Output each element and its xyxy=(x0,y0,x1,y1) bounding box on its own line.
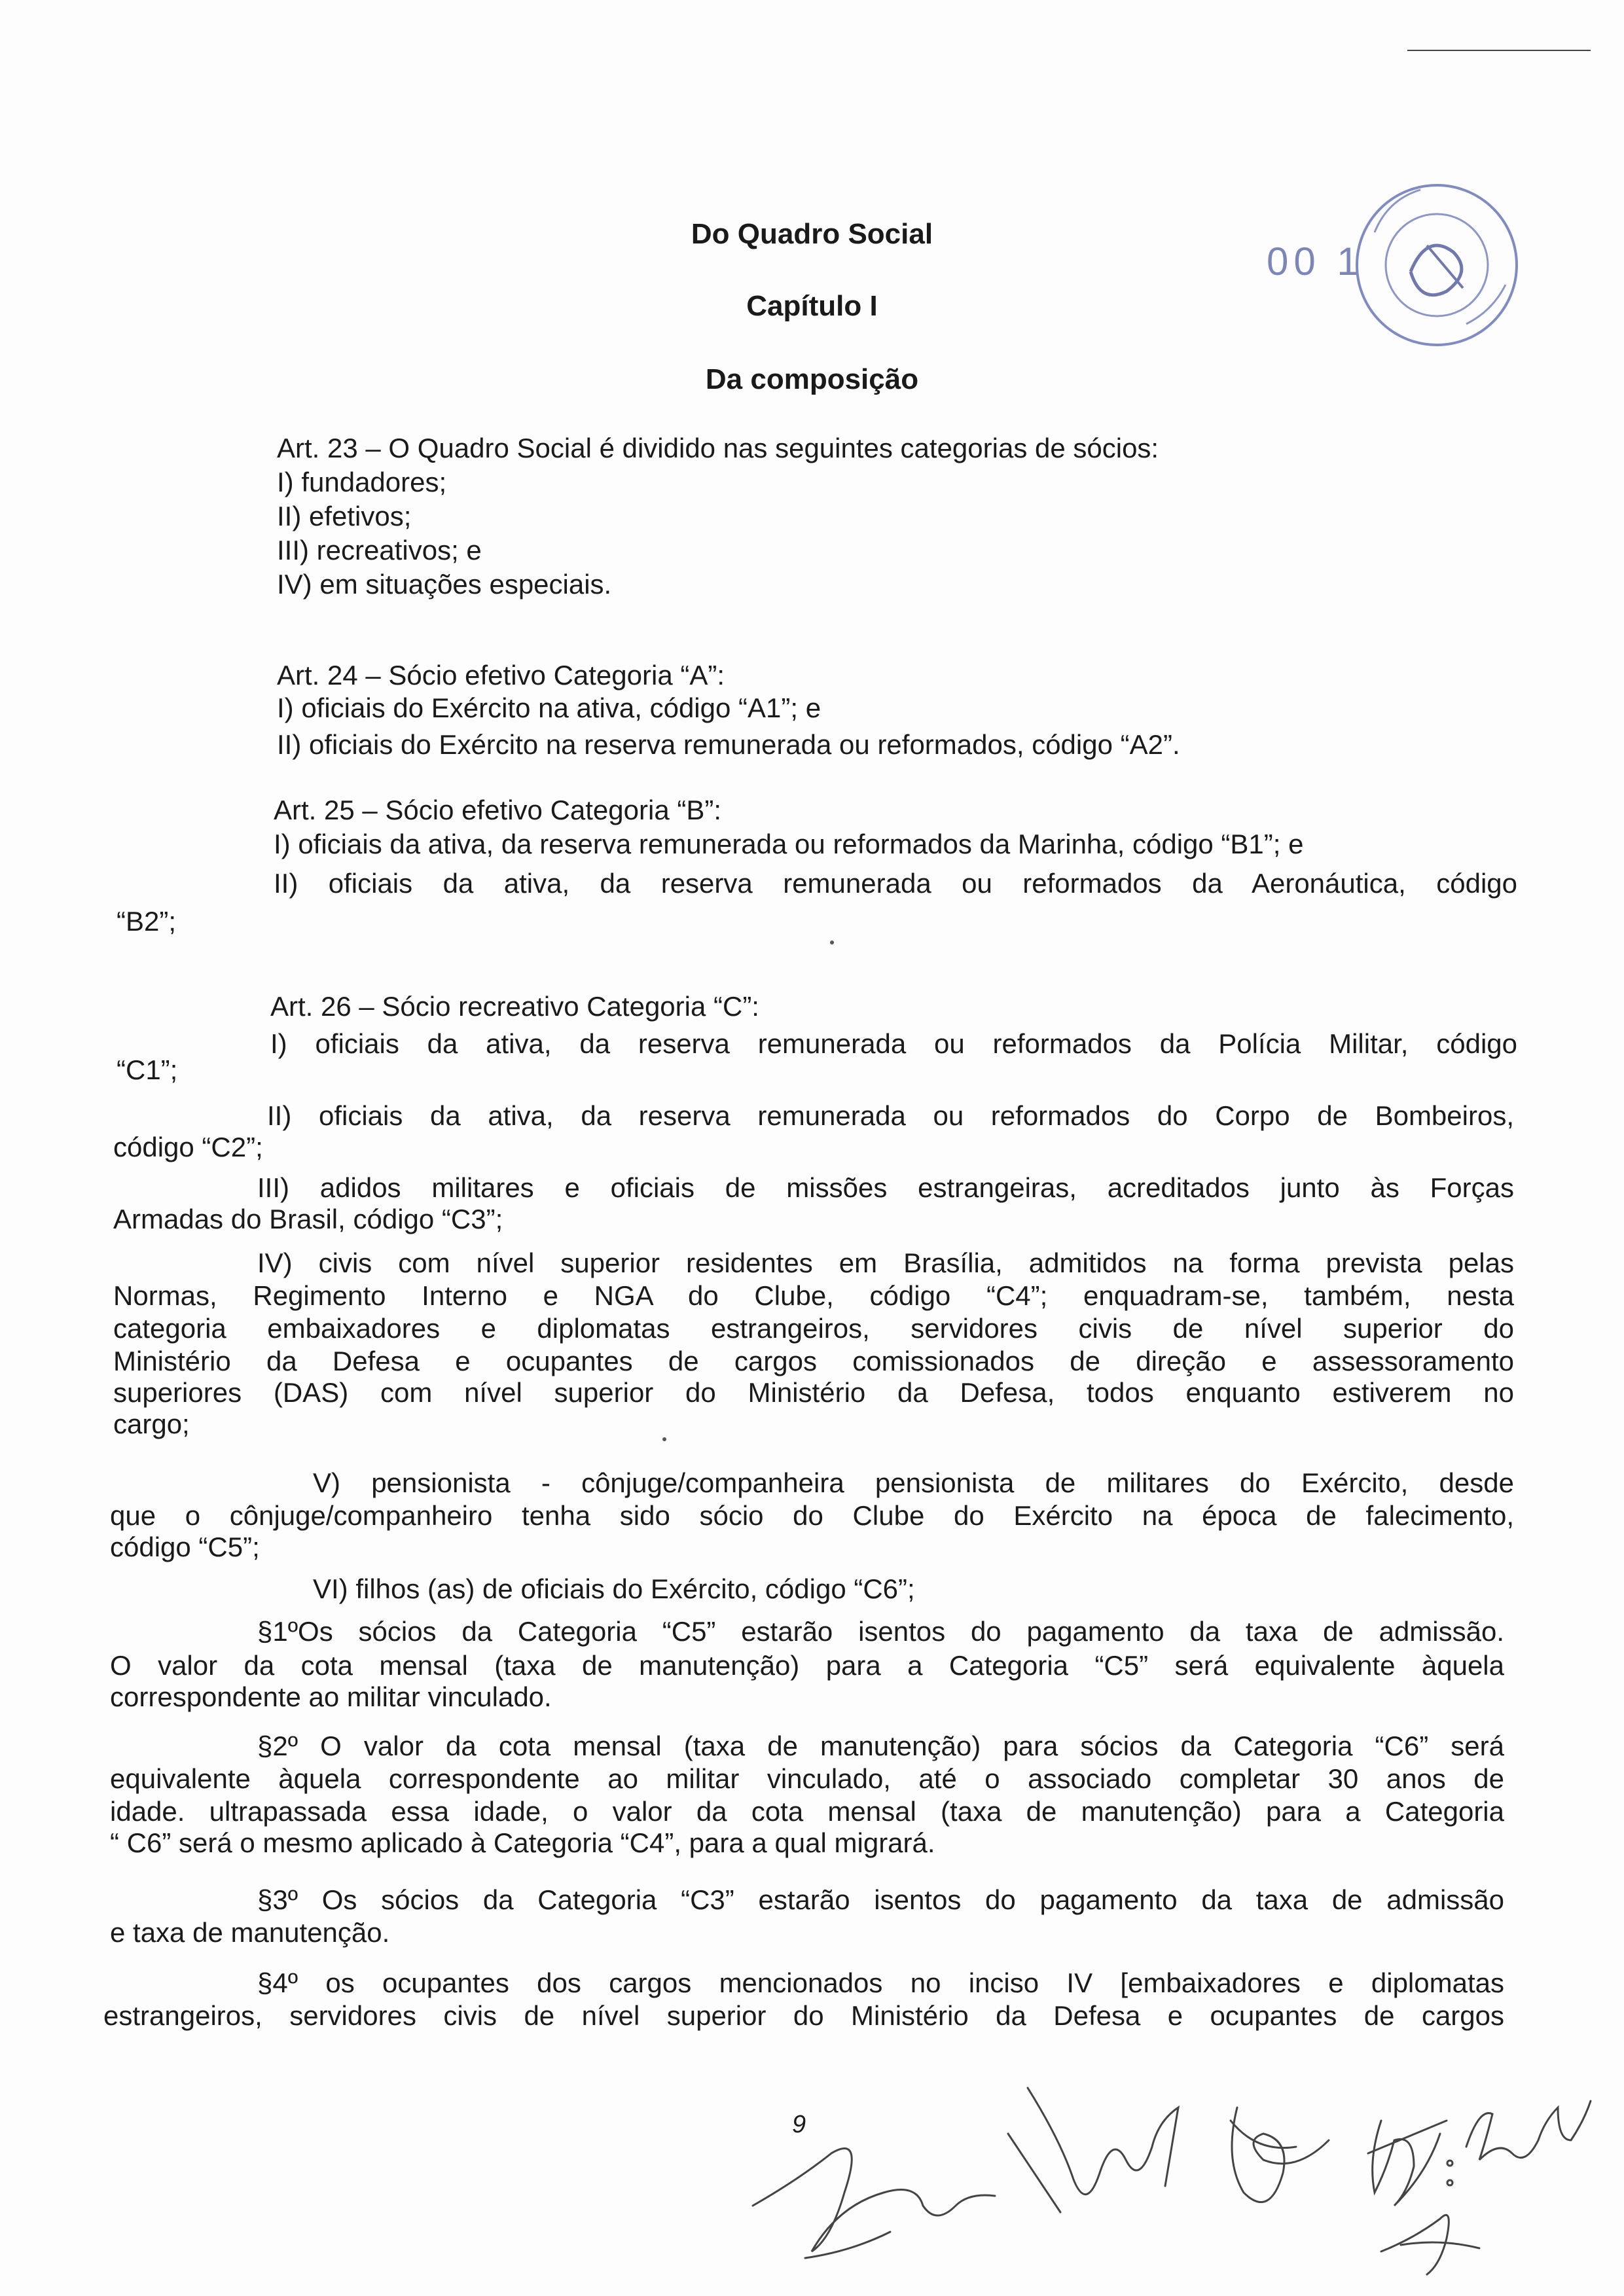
art24-intro: Art. 24 – Sócio efetivo Categoria “A”: xyxy=(277,660,725,691)
art26-intro: Art. 26 – Sócio recreativo Categoria “C”: xyxy=(270,991,759,1022)
page-title: Do Quadro Social xyxy=(691,218,933,250)
art26-item-line: Ministério da Defesa e ocupantes de cargos comissionados de direção e assessoramento xyxy=(113,1346,1514,1376)
art26-item: I) oficiais da ativa, da reserva remunerada ou reformados da Polícia Militar, código xyxy=(270,1028,1517,1059)
art25-intro: Art. 25 – Sócio efetivo Categoria “B”: xyxy=(274,795,721,825)
art26-item-line: código “C5”; xyxy=(110,1532,260,1562)
art26-item-line: Normas, Regimento Interno e NGA do Clube, código “C4”; enquadram-se, também, nesta xyxy=(113,1280,1514,1311)
art23-intro: Art. 23 – O Quadro Social é dividido nas seguintes categorias de sócios: xyxy=(277,433,1159,463)
speck xyxy=(662,1437,666,1441)
art26-item: III) adidos militares e oficiais de missões estrangeiras, acreditados junto às Forças xyxy=(257,1172,1514,1203)
paragraph-2-line: equivalente àquela correspondente ao militar vinculado, até o associado completar 30 anos de xyxy=(110,1763,1504,1794)
art26-item-line: código “C2”; xyxy=(113,1132,263,1162)
stamp-code: 00 1 xyxy=(1267,240,1364,283)
paragraph-3: §3º Os sócios da Categoria “C3” estarão isentos do pagamento da taxa de admissão xyxy=(257,1884,1504,1915)
chapter-heading: Capítulo I xyxy=(746,290,878,322)
paragraph-2-line: “ C6” será o mesmo aplicado à Categoria “C4”, para a qual migrará. xyxy=(110,1827,935,1858)
notary-seal-icon xyxy=(1348,173,1525,357)
paragraph-4-line: estrangeiros, servidores civis de nível superior do Ministério da Defesa e ocupantes de cargos xyxy=(103,2000,1504,2031)
art23-item: I) fundadores; xyxy=(277,467,447,497)
paragraph-1-line: correspondente ao militar vinculado. xyxy=(110,1681,552,1712)
paragraph-1-line: O valor da cota mensal (taxa de manutenção) para a Categoria “C5” será equivalente àquela xyxy=(110,1650,1504,1681)
art25-item: II) oficiais da ativa, da reserva remunerada ou reformados da Aeronáutica, código xyxy=(274,868,1517,899)
art25-item-continuation: “B2”; xyxy=(117,906,177,937)
paragraph-2-line: idade. ultrapassada essa idade, o valor da cota mensal (taxa de manutenção) para a Categoria xyxy=(110,1796,1504,1827)
art26-item-line: categoria embaixadores e diplomatas estrangeiros, servidores civis de nível superior do xyxy=(113,1313,1514,1344)
paragraph-1: §1ºOs sócios da Categoria “C5” estarão isentos do pagamento da taxa de admissão. xyxy=(257,1616,1504,1647)
art26-item: V) pensionista - cônjuge/companheira pensionista de militares do Exército, desde xyxy=(313,1467,1514,1498)
art26-item: VI) filhos (as) de oficiais do Exército, código “C6”; xyxy=(313,1573,915,1604)
art23-item: IV) em situações especiais. xyxy=(277,569,612,600)
art26-item-line: superiores (DAS) com nível superior do Ministério da Defesa, todos enquanto estiverem no xyxy=(113,1377,1514,1408)
paragraph-4: §4º os ocupantes dos cargos mencionados no inciso IV [embaixadores e diplomatas xyxy=(257,1967,1504,1998)
art25-item: I) oficiais da ativa, da reserva remunerada ou reformados da Marinha, código “B1”; e xyxy=(274,829,1304,859)
signatures-image xyxy=(720,2042,1604,2278)
art26-item-line: Armadas do Brasil, código “C3”; xyxy=(113,1204,503,1234)
art24-item: II) oficiais do Exército na reserva remunerada ou reformados, código “A2”. xyxy=(277,729,1180,760)
art23-item: II) efetivos; xyxy=(277,501,412,531)
speck xyxy=(830,941,834,944)
art26-item-continuation: “C1”; xyxy=(117,1054,178,1085)
section-heading: Da composição xyxy=(705,363,919,395)
art26-item-line: que o cônjuge/companheiro tenha sido sócio do Clube do Exército na época de falecimento, xyxy=(110,1500,1514,1531)
art23-item: III) recreativos; e xyxy=(277,535,482,565)
art24-item: I) oficiais do Exército na ativa, código “A1”; e xyxy=(277,692,821,723)
art26-item-line: cargo; xyxy=(113,1408,190,1439)
top-rule xyxy=(1407,50,1591,51)
art26-item: IV) civis com nível superior residentes em Brasília, admitidos na forma prevista pelas xyxy=(257,1247,1514,1278)
paragraph-2: §2º O valor da cota mensal (taxa de manutenção) para sócios da Categoria “C6” será xyxy=(257,1731,1504,1761)
paragraph-3-line: e taxa de manutenção. xyxy=(110,1917,390,1948)
art26-item: II) oficiais da ativa, da reserva remunerada ou reformados do Corpo de Bombeiros, xyxy=(267,1100,1514,1131)
page-number: 9 xyxy=(792,2111,806,2138)
